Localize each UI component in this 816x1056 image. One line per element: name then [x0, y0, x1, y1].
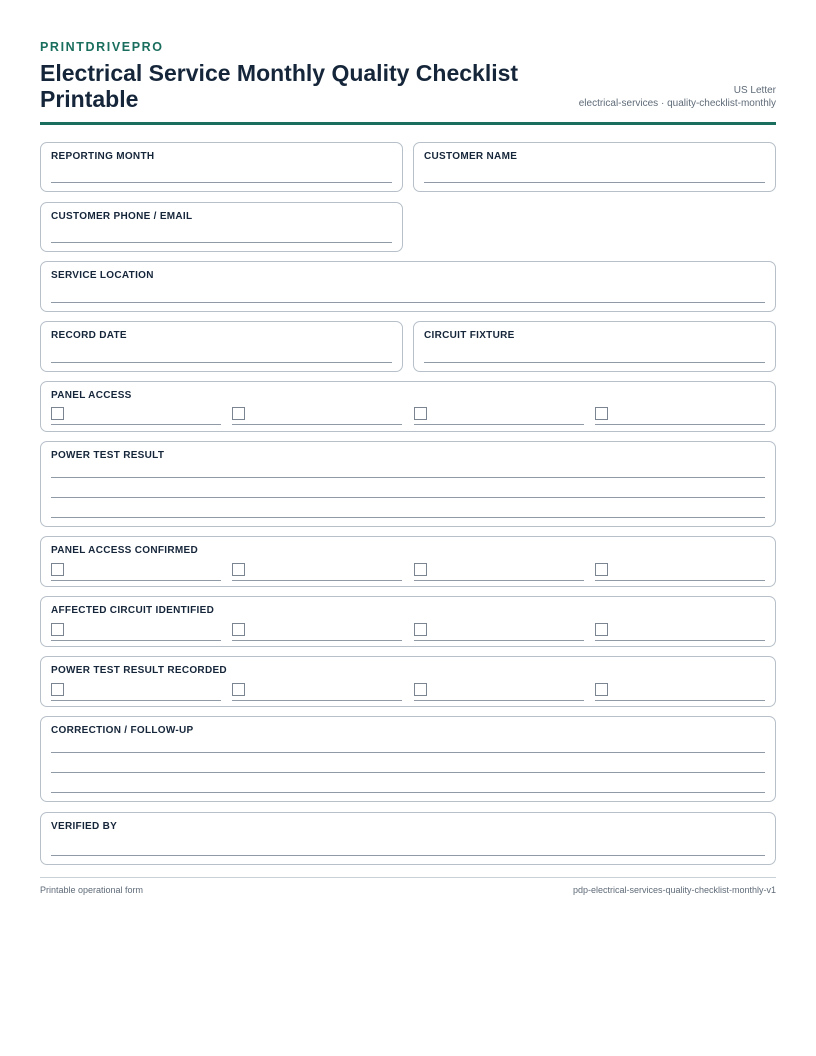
panel-access-confirmed-label: PANEL ACCESS CONFIRMED	[51, 545, 198, 556]
checkbox[interactable]	[595, 623, 608, 636]
checkbox[interactable]	[232, 623, 245, 636]
checkbox[interactable]	[232, 407, 245, 420]
power-test-recorded-option-2[interactable]	[232, 683, 402, 701]
record-date-input-line[interactable]	[51, 362, 392, 363]
checkbox[interactable]	[51, 407, 64, 420]
checkbox[interactable]	[51, 683, 64, 696]
affected-circuit-option-4[interactable]	[595, 623, 765, 641]
service-location-input-line[interactable]	[51, 302, 765, 303]
correction-follow-up-field	[40, 716, 776, 802]
power-test-result-recorded-label: POWER TEST RESULT RECORDED	[51, 665, 227, 676]
power-test-recorded-option-3[interactable]	[414, 683, 584, 701]
reporting-month-input-line[interactable]	[51, 182, 392, 183]
record-date-label: RECORD DATE	[51, 330, 127, 341]
customer-name-field	[413, 142, 776, 192]
panel-access-field	[40, 381, 776, 432]
checkbox[interactable]	[414, 683, 427, 696]
correction-follow-up-label: CORRECTION / FOLLOW-UP	[51, 725, 194, 736]
verified-by-label: VERIFIED BY	[51, 821, 118, 832]
customer-contact-label: CUSTOMER PHONE / EMAIL	[51, 211, 193, 222]
panel-access-confirmed-option-3[interactable]	[414, 563, 584, 581]
power-test-recorded-option-1[interactable]	[51, 683, 221, 701]
panel-access-confirmed-option-4[interactable]	[595, 563, 765, 581]
panel-access-confirmed-option-2[interactable]	[232, 563, 402, 581]
paper-size: US Letter	[733, 85, 776, 96]
checkbox[interactable]	[51, 623, 64, 636]
panel-access-option-3[interactable]	[414, 407, 584, 425]
brand-name: PRINTDRIVEPRO	[40, 40, 164, 54]
header-rule	[40, 122, 776, 125]
reporting-month-label: REPORTING MONTH	[51, 151, 155, 162]
customer-contact-field	[40, 202, 403, 252]
checkbox[interactable]	[414, 407, 427, 420]
checkbox[interactable]	[232, 563, 245, 576]
checkbox[interactable]	[414, 563, 427, 576]
power-test-result-line-1[interactable]	[51, 477, 765, 478]
power-test-result-recorded-field	[40, 656, 776, 707]
page-title: Electrical Service Monthly Quality Checklist Printable	[40, 60, 519, 112]
panel-access-option-4[interactable]	[595, 407, 765, 425]
customer-name-label: CUSTOMER NAME	[424, 151, 518, 162]
correction-follow-up-line-2[interactable]	[51, 772, 765, 773]
correction-follow-up-line-3[interactable]	[51, 792, 765, 793]
panel-access-label: PANEL ACCESS	[51, 390, 132, 401]
power-test-result-line-3[interactable]	[51, 517, 765, 518]
power-test-result-field	[40, 441, 776, 527]
footer-note: Printable operational form	[40, 885, 144, 895]
verified-by-field	[40, 812, 776, 865]
panel-access-confirmed-option-1[interactable]	[51, 563, 221, 581]
customer-name-input-line[interactable]	[424, 182, 765, 183]
checkbox[interactable]	[595, 683, 608, 696]
affected-circuit-option-2[interactable]	[232, 623, 402, 641]
checkbox[interactable]	[414, 623, 427, 636]
panel-access-option-2[interactable]	[232, 407, 402, 425]
record-date-field	[40, 321, 403, 372]
affected-circuit-option-3[interactable]	[414, 623, 584, 641]
checkbox[interactable]	[595, 563, 608, 576]
service-location-field	[40, 261, 776, 312]
checkbox[interactable]	[51, 563, 64, 576]
panel-access-confirmed-field	[40, 536, 776, 587]
circuit-fixture-field	[413, 321, 776, 372]
customer-contact-input-line[interactable]	[51, 242, 392, 243]
form-id: pdp-electrical-services-quality-checklist-monthly-v1	[572, 885, 776, 895]
affected-circuit-identified-label: AFFECTED CIRCUIT IDENTIFIED	[51, 605, 215, 616]
service-location-label: SERVICE LOCATION	[51, 270, 154, 281]
affected-circuit-identified-field	[40, 596, 776, 647]
power-test-result-label: POWER TEST RESULT	[51, 450, 165, 461]
checkbox[interactable]	[595, 407, 608, 420]
panel-access-option-1[interactable]	[51, 407, 221, 425]
category-path: electrical-services · quality-checklist-monthly	[578, 98, 776, 109]
affected-circuit-option-1[interactable]	[51, 623, 221, 641]
power-test-recorded-option-4[interactable]	[595, 683, 765, 701]
verified-by-input-line[interactable]	[51, 855, 765, 856]
circuit-fixture-label: CIRCUIT FIXTURE	[424, 330, 515, 341]
correction-follow-up-line-1[interactable]	[51, 752, 765, 753]
footer-rule	[40, 877, 776, 878]
power-test-result-line-2[interactable]	[51, 497, 765, 498]
reporting-month-field	[40, 142, 403, 192]
document-meta	[579, 84, 776, 110]
checkbox[interactable]	[232, 683, 245, 696]
circuit-fixture-input-line[interactable]	[424, 362, 765, 363]
